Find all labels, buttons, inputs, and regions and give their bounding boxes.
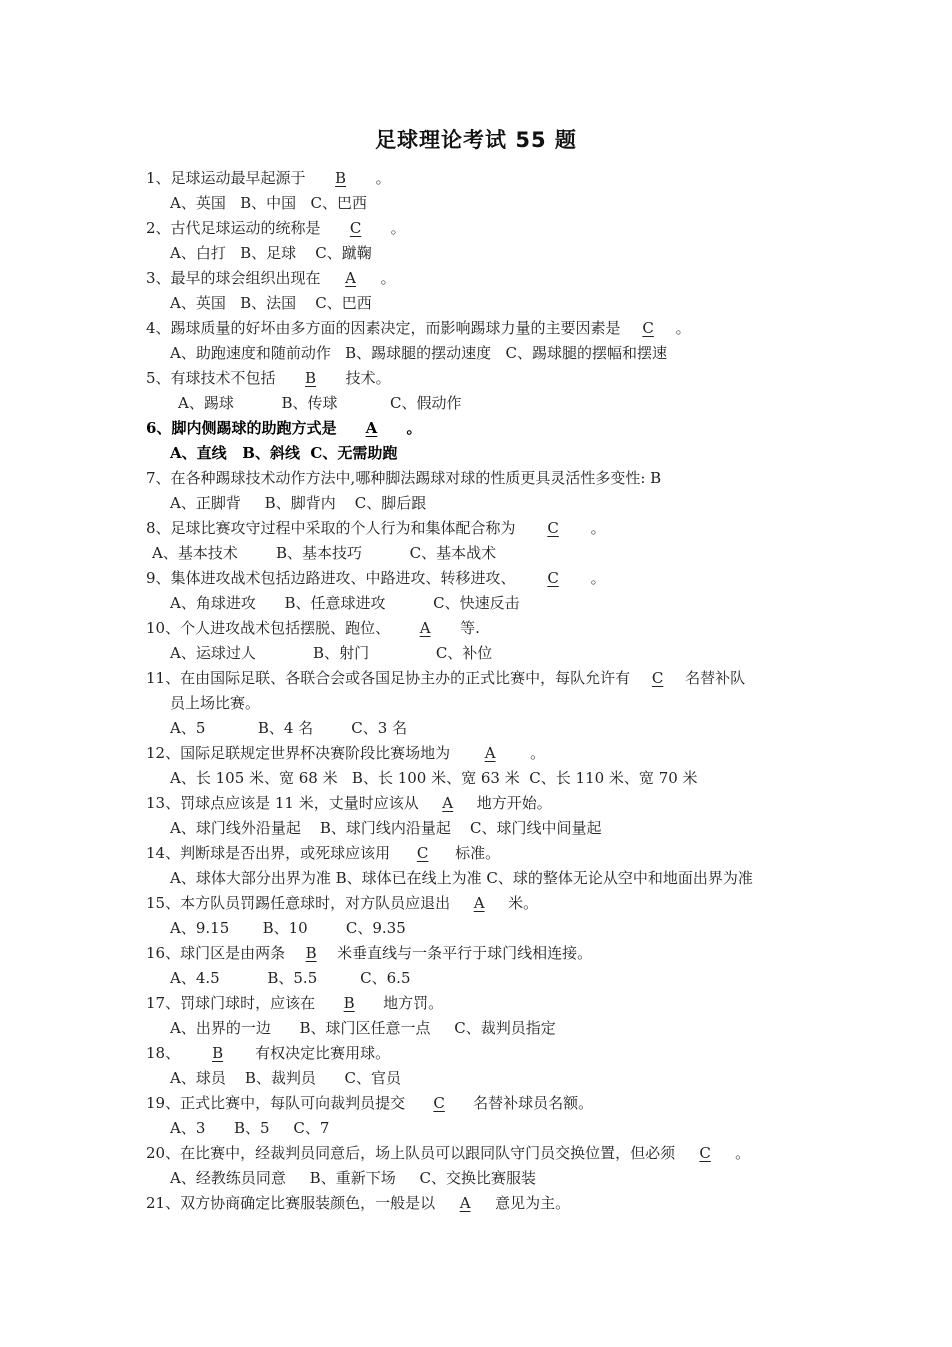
answer-options: A、球体大部分出界为准 B、球体已在线上为准 C、球的整体无论从空中和地面出界为准	[170, 869, 753, 887]
answer-options: A、白打 B、足球 C、蹴鞠	[170, 244, 372, 262]
answer-options: A、助跑速度和随前动作 B、踢球腿的摆动速度 C、踢球腿的摆幅和摆速	[170, 344, 667, 362]
question-number: 1、	[146, 169, 171, 187]
answer-blank: C	[651, 669, 664, 687]
answer-blank: C	[547, 569, 559, 587]
question-text: 判断球是否出界，或死球应该用	[180, 844, 391, 862]
question-number: 8、	[146, 519, 171, 537]
question-number: 17、	[146, 994, 181, 1012]
question-text: 本方队员罚踢任意球时，对方队员应退出	[180, 894, 451, 912]
question-tail: 米。	[508, 894, 539, 912]
question-text: 脚内侧踢球的助跑方式是	[171, 419, 337, 437]
question-number: 13、	[146, 794, 181, 812]
answer-options: A、直线 B、斜线 C、无需助跑	[170, 444, 398, 462]
question-line	[0, 216, 952, 241]
question-number: 12、	[146, 744, 181, 762]
answer-blank: C	[416, 844, 429, 862]
question-number: 5、	[146, 369, 171, 387]
question-text: 有球技术不包括	[170, 369, 276, 387]
question-tail: 地方开始。	[476, 794, 552, 812]
question-text: 集体进攻战术包括边路进攻、中路进攻、转移进攻、	[170, 569, 516, 587]
question-tail: 。	[375, 169, 391, 187]
question-line	[0, 566, 952, 591]
question-line	[0, 1141, 952, 1166]
question-continuation: 员上场比赛。	[170, 694, 261, 712]
question-line	[0, 1091, 952, 1116]
question-list	[0, 166, 952, 1216]
answer-options: A、英国 B、中国 C、巴西	[170, 194, 367, 212]
question-tail: 。	[590, 569, 606, 587]
question-text: 球门区是由两条	[180, 944, 286, 962]
answer-blank: A	[345, 269, 356, 287]
answer-options: A、4.5 B、5.5 C、6.5	[170, 969, 411, 987]
question-tail: 。	[390, 219, 406, 237]
question-text: 最早的球会组织出现在	[170, 269, 321, 287]
answer-blank: B	[343, 994, 355, 1012]
question-tail: 等.	[460, 619, 480, 637]
answer-blank: B	[305, 944, 317, 962]
answer-blank: B	[212, 1044, 224, 1062]
question-line	[0, 1191, 952, 1216]
question-line	[0, 791, 952, 816]
answer-blank: C	[433, 1094, 445, 1112]
question-text: 个人进攻战术包括摆脱、跑位、	[180, 619, 391, 637]
question-number: 2、	[146, 219, 171, 237]
answer-options: A、长 105 米、宽 68 米 B、长 100 米、宽 63 米 C、长 110 米、宽 70 米	[170, 769, 698, 787]
question-number: 18、	[146, 1044, 181, 1062]
answer-options: A、经教练员同意 B、重新下场 C、交换比赛服装	[170, 1169, 537, 1187]
question-line	[0, 1041, 952, 1066]
question-text: 双方协商确定比赛服装颜色，一般是以	[180, 1194, 436, 1212]
question-text: 在由国际足联、各联合会或各国足协主办的正式比赛中，每队允许有	[180, 669, 631, 687]
question-line	[0, 741, 952, 766]
answer-blank: A	[365, 419, 378, 437]
question-number: 11、	[146, 669, 181, 687]
question-number: 21、	[146, 1194, 181, 1212]
answer-blank: C	[547, 519, 559, 537]
answer-options: A、运球过人 B、射门 C、补位	[170, 644, 493, 662]
answer-blank: A	[484, 744, 496, 762]
question-line	[0, 166, 952, 191]
question-tail: 标准。	[455, 844, 501, 862]
answer-blank: A	[442, 794, 454, 812]
question-tail: 。	[735, 1144, 751, 1162]
question-line	[0, 941, 952, 966]
question-text: 罚球点应该是 11 米，丈量时应该从	[180, 794, 419, 812]
question-line	[0, 616, 952, 641]
question-tail: 米垂直线与一条平行于球门线相连接。	[337, 944, 593, 962]
answer-blank: A	[459, 1194, 471, 1212]
answer-blank: C	[349, 219, 362, 237]
question-line	[0, 266, 952, 291]
answer-options: A、5 B、4 名 C、3 名	[170, 719, 408, 737]
question-text: 罚球门球时，应该在	[180, 994, 316, 1012]
answer-blank: C	[699, 1144, 711, 1162]
question-tail: 名替补队	[685, 669, 746, 687]
question-line	[0, 466, 952, 491]
question-number: 10、	[146, 619, 181, 637]
question-line	[0, 316, 952, 341]
question-number: 6、	[146, 419, 172, 437]
question-line	[0, 516, 952, 541]
answer-blank: B	[305, 369, 317, 387]
answer-options: A、角球进攻 B、任意球进攻 C、快速反击	[170, 594, 520, 612]
question-tail: 意见为主。	[495, 1194, 571, 1212]
question-number: 19、	[146, 1094, 181, 1112]
answer-options: A、球门线外沿量起 B、球门线内沿量起 C、球门线中间量起	[170, 819, 602, 837]
question-number: 16、	[146, 944, 181, 962]
question-tail: 。	[590, 519, 606, 537]
question-tail: 技术。	[345, 369, 391, 387]
question-tail: 。	[406, 419, 422, 437]
answer-options: A、9.15 B、10 C、9.35	[170, 919, 406, 937]
question-text: 古代足球运动的统称是	[170, 219, 321, 237]
question-number: 7、	[146, 469, 171, 487]
question-text: 正式比赛中，每队可向裁判员提交	[180, 1094, 406, 1112]
page-title: 足球理论考试 55 题	[375, 128, 577, 152]
question-number: 15、	[146, 894, 181, 912]
question-text: 在各种踢球技术动作方法中,哪种脚法踢球对球的性质更具灵活性多变性: B	[170, 469, 662, 487]
question-tail: 。	[530, 744, 546, 762]
question-line	[0, 991, 952, 1016]
question-text: 足球比赛攻守过程中采取的个人行为和集体配合称为	[170, 519, 516, 537]
question-line	[0, 891, 952, 916]
question-tail: 。	[675, 319, 691, 337]
question-line	[0, 416, 952, 441]
answer-options: A、英国 B、法国 C、巴西	[170, 294, 372, 312]
answer-options: A、踢球 B、传球 C、假动作	[178, 394, 462, 412]
question-line	[0, 841, 952, 866]
answer-blank: A	[419, 619, 431, 637]
question-number: 4、	[146, 319, 171, 337]
answer-options: A、正脚背 B、脚背内 C、脚后跟	[170, 494, 427, 512]
question-line	[0, 366, 952, 391]
question-line	[0, 666, 952, 691]
answer-options: A、球员 B、裁判员 C、官员	[170, 1069, 402, 1087]
question-number: 3、	[146, 269, 171, 287]
question-number: 14、	[146, 844, 181, 862]
question-tail: 。	[380, 269, 396, 287]
question-tail: 有权决定比赛用球。	[255, 1044, 391, 1062]
question-tail: 名替补球员名额。	[473, 1094, 594, 1112]
answer-options: A、3 B、5 C、7	[170, 1119, 330, 1137]
answer-options: A、基本技术 B、基本技巧 C、基本战术	[152, 544, 497, 562]
question-text: 国际足联规定世界杯决赛阶段比赛场地为	[180, 744, 451, 762]
answer-blank: C	[642, 319, 654, 337]
question-text: 踢球质量的好坏由多方面的因素决定，而影响踢球力量的主要因素是	[170, 319, 621, 337]
answer-blank: B	[335, 169, 347, 187]
answer-blank: A	[473, 894, 485, 912]
question-number: 20、	[146, 1144, 181, 1162]
question-text: 足球运动最早起源于	[170, 169, 306, 187]
question-number: 9、	[146, 569, 171, 587]
answer-options: A、出界的一边 B、球门区任意一点 C、裁判员指定	[170, 1019, 556, 1037]
question-text: 在比赛中，经裁判员同意后，场上队员可以跟同队守门员交换位置，但必须	[180, 1144, 676, 1162]
question-tail: 地方罚。	[383, 994, 444, 1012]
